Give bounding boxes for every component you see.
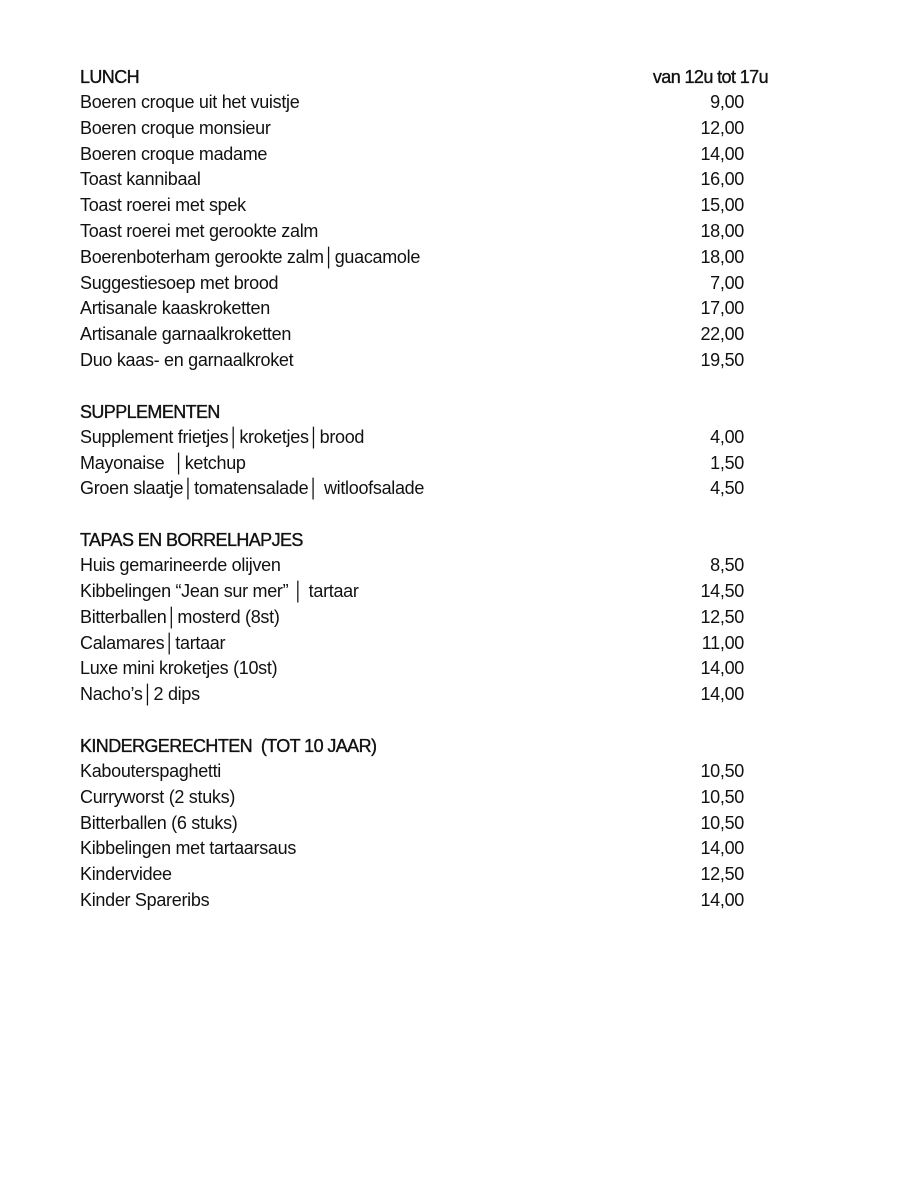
item-name: Toast roerei met spek	[80, 195, 246, 216]
item-price: 10,50	[700, 786, 744, 807]
item-name: Boeren croque monsieur	[80, 117, 271, 138]
item-price: 11,00	[701, 632, 744, 653]
menu-item	[80, 631, 760, 657]
section-title: SUPPLEMENTEN	[80, 401, 220, 422]
menu-item	[80, 271, 760, 297]
item-price: 1,50	[710, 452, 744, 473]
item-price: 14,00	[700, 889, 744, 910]
section-tapas	[80, 527, 760, 708]
item-name: Mayonaise │ketchup	[80, 452, 246, 473]
menu-item	[80, 451, 760, 477]
menu-item	[80, 888, 760, 914]
item-name: Boeren croque uit het vuistje	[80, 92, 300, 112]
item-name: Curryworst (2 stuks)	[80, 786, 236, 807]
section-header	[80, 527, 760, 553]
item-price: 14,00	[700, 684, 744, 705]
item-name: Nacho’s│2 dips	[80, 684, 200, 705]
item-name: Suggestiesoep met brood	[80, 272, 279, 293]
item-price: 16,00	[700, 169, 744, 190]
item-price: 12,00	[700, 117, 744, 138]
section-header	[80, 733, 760, 759]
serving-hours: van 12u tot 17u	[652, 67, 768, 87]
menu-item	[80, 296, 760, 322]
item-price: 14,50	[700, 580, 744, 601]
section-title: KINDERGERECHTEN (TOT 10 JAAR)	[80, 735, 377, 756]
section-lunch	[80, 64, 768, 374]
menu-item	[80, 605, 760, 631]
item-price: 14,00	[700, 658, 744, 679]
item-price: 10,50	[700, 812, 744, 833]
menu-item	[80, 322, 760, 348]
item-price: 12,50	[700, 864, 744, 885]
menu-item	[80, 245, 760, 271]
item-name: Supplement frietjes│kroketjes│brood	[80, 426, 365, 447]
item-price: 17,00	[700, 298, 744, 319]
section-header	[80, 399, 760, 425]
section-title: TAPAS EN BORRELHAPJES	[80, 530, 303, 551]
menu-item	[80, 90, 760, 116]
item-name: Toast roerei met gerookte zalm	[80, 220, 319, 241]
item-price: 18,00	[700, 220, 744, 241]
menu-item	[80, 142, 760, 168]
menu-item	[80, 219, 760, 245]
item-name: Bitterballen│mosterd (8st)	[80, 606, 280, 627]
item-name: Huis gemarineerde olijven	[80, 555, 281, 576]
menu-item	[80, 836, 760, 862]
menu-item	[80, 425, 760, 451]
item-name: Kibbelingen met tartaarsaus	[80, 838, 297, 859]
item-price: 19,50	[700, 349, 744, 370]
section-supplementen	[80, 399, 760, 502]
item-price: 8,50	[710, 555, 744, 576]
menu-page	[80, 64, 768, 939]
menu-item	[80, 476, 760, 502]
section-header	[80, 64, 768, 90]
item-name: Boeren croque madame	[80, 143, 268, 164]
menu-item	[80, 167, 760, 193]
item-name: Kibbelingen “Jean sur mer” │ tartaar	[80, 580, 359, 601]
menu-item	[80, 759, 760, 785]
item-name: Kindervidee	[80, 864, 172, 885]
menu-item	[80, 682, 760, 708]
item-name: Bitterballen (6 stuks)	[80, 812, 238, 833]
menu-item	[80, 553, 760, 579]
item-name: Kabouterspaghetti	[80, 760, 222, 781]
menu-item	[80, 116, 760, 142]
item-name: Artisanale garnaalkroketten	[80, 324, 292, 345]
item-price: 22,00	[700, 324, 744, 345]
section-title: LUNCH	[80, 67, 140, 87]
menu-item	[80, 811, 760, 837]
item-name: Luxe mini kroketjes (10st)	[80, 658, 278, 679]
item-name: Calamares│tartaar	[80, 632, 226, 653]
item-price: 14,00	[700, 838, 744, 859]
menu-item	[80, 348, 760, 374]
item-name: Groen slaatje│tomatensalade│ witloofsalade	[80, 478, 425, 499]
item-price: 9,00	[710, 92, 744, 112]
menu-item	[80, 785, 760, 811]
item-price: 18,00	[700, 246, 744, 267]
menu-item	[80, 656, 760, 682]
menu-item	[80, 193, 760, 219]
section-kindergerechten	[80, 733, 760, 914]
item-price: 7,00	[710, 272, 744, 293]
item-name: Artisanale kaaskroketten	[80, 298, 270, 319]
item-price: 10,50	[700, 760, 744, 781]
item-price: 4,50	[710, 478, 744, 499]
item-price: 15,00	[700, 195, 744, 216]
item-price: 4,00	[710, 426, 744, 447]
item-name: Duo kaas- en garnaalkroket	[80, 349, 294, 370]
menu-item	[80, 862, 760, 888]
item-price: 12,50	[700, 606, 744, 627]
item-name: Kinder Spareribs	[80, 889, 210, 910]
menu-item	[80, 579, 760, 605]
item-name: Toast kannibaal	[80, 169, 201, 190]
item-name: Boerenboterham gerookte zalm│guacamole	[80, 246, 421, 267]
item-price: 14,00	[700, 143, 744, 164]
